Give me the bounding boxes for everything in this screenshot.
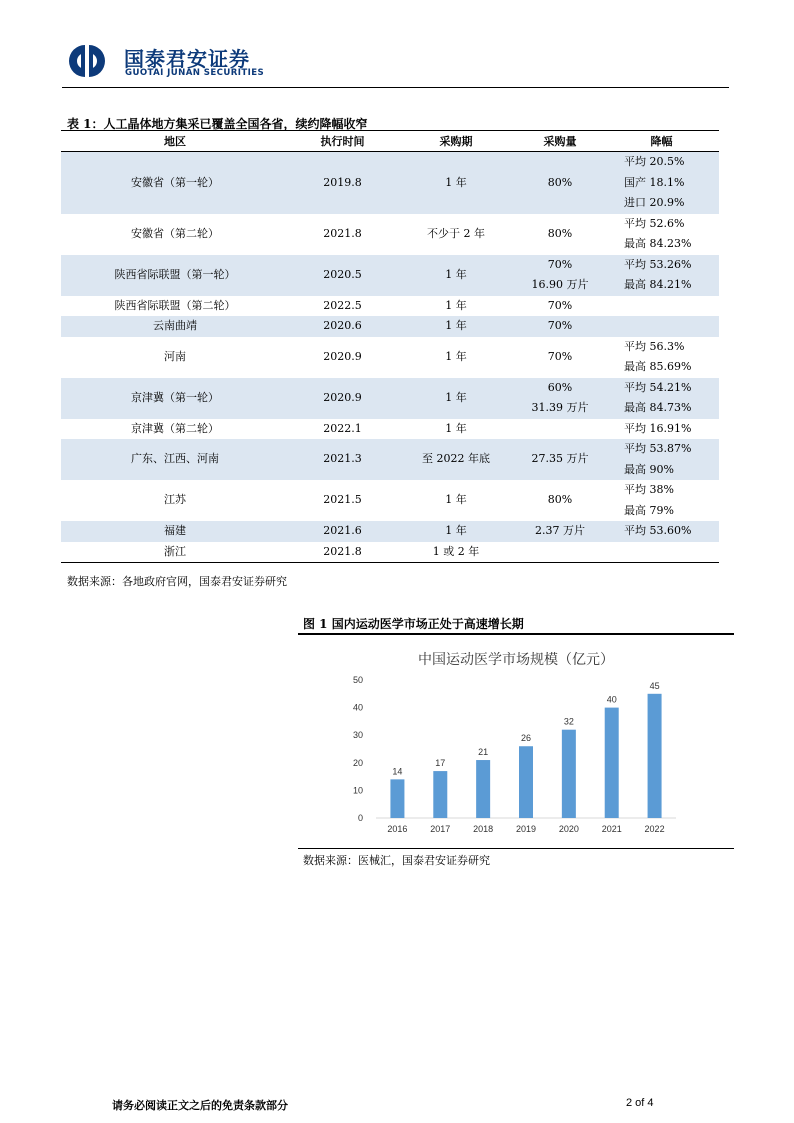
cell-drop (604, 296, 719, 317)
volume-line: 16.90 万片 (531, 278, 589, 291)
data-label-2019: 26 (520, 733, 532, 744)
table-header-row (61, 131, 719, 152)
volume-line: 2.37 万片 (535, 524, 585, 537)
drop-line: 平均 53.87% (624, 442, 692, 455)
cell-time: 2021.5 (323, 493, 362, 507)
volume-line: 70% (547, 349, 573, 363)
cell-volume (516, 521, 604, 542)
volume-line: 60% (547, 380, 573, 394)
cell-region: 浙江 (61, 542, 289, 563)
cell-period: 1 年 (396, 255, 516, 296)
cell-time: 2021.8 (323, 226, 362, 240)
figure-title: 图 1 国内运动医学市场正处于高速增长期 (303, 617, 524, 631)
cell-drop (604, 152, 719, 214)
cell-period: 至 2022 年底 (396, 439, 516, 480)
cell-volume (516, 255, 604, 296)
cell-drop (604, 480, 719, 521)
cell-drop (604, 255, 719, 296)
cell-drop (604, 378, 719, 419)
volume-line: 27.35 万片 (531, 452, 589, 466)
volume-line: 70% (547, 298, 573, 312)
y-tick-label: 10 (352, 785, 363, 796)
drop-line: 最高 90% (624, 462, 674, 476)
column-header-volume: 采购量 (516, 131, 604, 152)
table-row (61, 480, 719, 521)
drop-line: 平均 16.91% (624, 421, 692, 435)
volume-line: 80% (547, 226, 573, 240)
cell-period: 1 年 (445, 421, 467, 435)
cell-volume (516, 480, 604, 521)
header-divider (62, 87, 729, 88)
data-label-2017: 17 (435, 758, 446, 769)
table-row (61, 214, 719, 255)
cell-drop (604, 439, 719, 480)
column-header-time: 执行时间 (289, 131, 396, 152)
drop-line: 平均 53.60% (624, 524, 692, 537)
figure-bottom-rule (298, 848, 734, 849)
data-label-2016: 14 (392, 766, 403, 777)
cell-volume (516, 378, 604, 419)
column-header-period: 采购期 (396, 131, 516, 152)
x-tick-label: 2022 (644, 824, 665, 834)
data-label-2020: 32 (563, 716, 574, 727)
bar-2022 (648, 694, 662, 818)
cell-drop (604, 337, 719, 378)
cell-period: 1 年 (396, 378, 516, 419)
volume-line: 70% (547, 257, 573, 271)
y-tick-label: 50 (352, 675, 363, 685)
cell-region: 安徽省（第一轮） (61, 152, 289, 214)
cell-region: 广东、江西、河南 (61, 439, 289, 480)
y-tick-label: 30 (352, 730, 363, 741)
volume-line: 70% (547, 319, 573, 332)
cell-region: 江苏 (164, 493, 186, 507)
x-tick-label: 2021 (601, 824, 622, 834)
drop-line: 平均 38% (624, 483, 674, 496)
chart-title: 中国运动医学市场规模（亿元） (418, 651, 614, 667)
table-row (61, 378, 719, 419)
x-tick-label: 2020 (558, 824, 579, 834)
table-source: 数据来源：各地政府官网，国泰君安证券研究 (67, 575, 287, 588)
x-tick-label: 2018 (473, 824, 494, 834)
drop-line: 最高 79% (624, 503, 674, 517)
cell-volume (516, 152, 604, 214)
x-tick-label: 2016 (387, 824, 408, 834)
drop-line: 进口 20.9% (624, 196, 685, 209)
figure-source: 数据来源：医械汇，国泰君安证券研究 (303, 854, 490, 867)
bar-2021 (605, 708, 619, 818)
cell-period: 1 年 (445, 493, 467, 507)
column-header-region: 地区 (61, 131, 289, 152)
drop-line: 平均 53.26% (624, 257, 692, 271)
footer-disclaimer: 请务必阅读正文之后的免责条款部分 (112, 1099, 288, 1112)
cell-time: 2021.3 (289, 439, 396, 480)
x-tick-label: 2019 (515, 824, 537, 834)
drop-line: 平均 20.5% (624, 155, 685, 168)
drop-line: 最高 84.21% (624, 278, 692, 291)
cell-volume (516, 296, 604, 317)
cell-time: 2021.6 (289, 521, 396, 542)
cell-volume (516, 542, 604, 563)
bar-2018 (476, 760, 490, 818)
data-label-2022: 45 (649, 680, 660, 691)
y-tick-label: 20 (352, 757, 363, 768)
cell-volume (516, 419, 604, 440)
cell-time: 2022.5 (323, 298, 362, 312)
drop-line: 平均 54.21% (624, 380, 692, 394)
cell-drop (604, 419, 719, 440)
table-title: 表 1：人工晶体地方集采已覆盖全国各省，续约降幅收窄 (67, 117, 368, 131)
cell-time: 2020.5 (289, 255, 396, 296)
drop-line: 最高 84.23% (624, 237, 692, 250)
figure-top-rule (298, 633, 734, 635)
cell-region: 安徽省（第二轮） (131, 226, 219, 240)
y-tick-label: 0 (357, 813, 363, 823)
column-header-drop: 降幅 (604, 131, 719, 152)
procurement-table (61, 130, 719, 563)
cell-period: 1 年 (396, 521, 516, 542)
data-label-2018: 21 (478, 747, 489, 758)
drop-line: 平均 56.3% (624, 339, 685, 353)
cell-period: 1 年 (445, 349, 467, 363)
table-body (61, 152, 719, 563)
drop-line: 最高 85.69% (624, 360, 692, 373)
cell-period: 1 年 (396, 152, 516, 214)
page-number: 2 of 4 (626, 1097, 654, 1109)
cell-time: 2021.8 (289, 542, 396, 563)
cell-period: 1 年 (445, 298, 467, 312)
drop-line: 国产 18.1% (624, 175, 685, 189)
y-tick-label: 40 (352, 702, 363, 713)
cell-period: 1 年 (396, 316, 516, 337)
cell-volume (516, 316, 604, 337)
cell-volume (516, 214, 604, 255)
cell-region: 京津冀（第二轮） (131, 421, 219, 435)
cell-region: 陕西省际联盟（第一轮） (61, 255, 289, 296)
cell-region: 京津冀（第一轮） (61, 378, 289, 419)
data-label-2021: 40 (606, 694, 617, 705)
bar-2016 (390, 779, 404, 818)
cell-time: 2020.9 (289, 378, 396, 419)
volume-line: 31.39 万片 (531, 401, 589, 414)
cell-drop (604, 214, 719, 255)
company-name-cn: 国泰君安证券 (124, 47, 250, 71)
table-row (61, 337, 719, 378)
bar-2020 (562, 730, 576, 818)
cell-time: 2020.6 (289, 316, 396, 337)
table-row (61, 316, 719, 337)
company-name-en: GUOTAI JUNAN SECURITIES (125, 68, 265, 78)
cell-period: 不少于 2 年 (427, 226, 485, 240)
cell-time: 2022.1 (323, 421, 362, 435)
drop-line: 最高 84.73% (624, 401, 692, 414)
cell-region: 云南曲靖 (61, 316, 289, 337)
market-size-bar-chart (298, 636, 734, 846)
volume-line: 80% (547, 175, 573, 189)
cell-drop (604, 521, 719, 542)
cell-region: 福建 (61, 521, 289, 542)
bar-2019 (519, 746, 533, 818)
cell-volume (516, 439, 604, 480)
cell-drop (604, 542, 719, 563)
cell-time: 2019.8 (289, 152, 396, 214)
table-row (61, 521, 719, 542)
table-row (61, 152, 719, 214)
bar-2017 (433, 771, 447, 818)
volume-line: 80% (547, 493, 573, 507)
cell-region: 陕西省际联盟（第二轮） (114, 298, 236, 312)
table-row (61, 255, 719, 296)
table-row (61, 296, 719, 317)
cell-volume (516, 337, 604, 378)
cell-period: 1 或 2 年 (396, 542, 516, 563)
table-row (61, 419, 719, 440)
table-row (61, 542, 719, 563)
cell-drop (604, 316, 719, 337)
x-tick-label: 2017 (430, 824, 451, 834)
table-row (61, 439, 719, 480)
guotai-junan-logo-icon (68, 44, 106, 78)
drop-line: 平均 52.6% (624, 216, 685, 230)
cell-time: 2020.9 (323, 349, 362, 363)
cell-region: 河南 (164, 349, 186, 363)
